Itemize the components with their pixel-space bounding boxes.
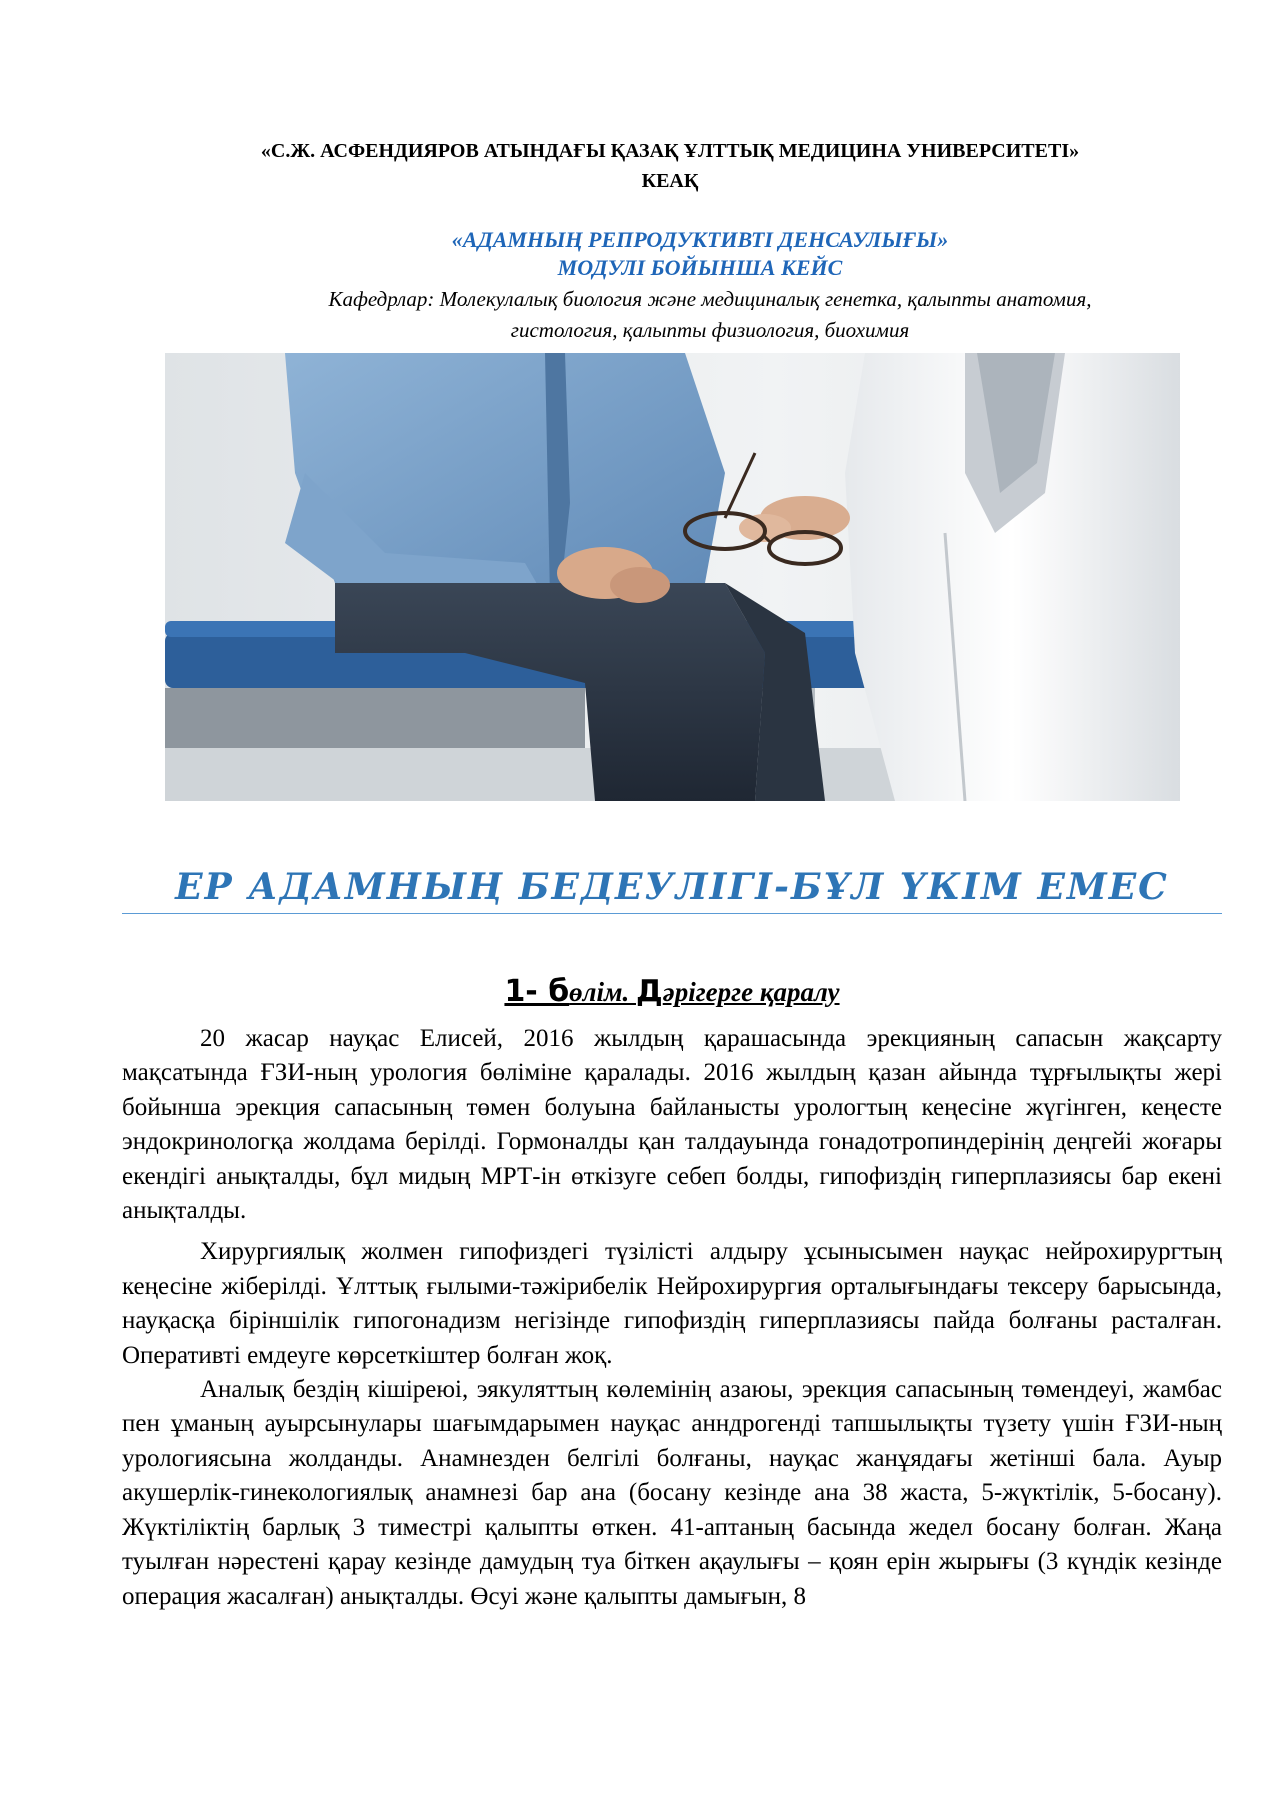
section-heading xyxy=(122,972,1222,1013)
university-name xyxy=(120,136,1220,196)
module-title xyxy=(380,226,1020,282)
departments-line-1: Кафедрлар: Молекулалық биология және медициналық генетка, қалыпты анатомия, xyxy=(328,287,1092,311)
doctor-patient-consultation-photo xyxy=(165,353,1180,801)
university-line-1: «С.Ж. АСФЕНДИЯРОВ АТЫНДАҒЫ ҚАЗАҚ ҰЛТТЫҚ МЕДИЦИНА УНИВЕРСИТЕТІ» xyxy=(260,140,1080,162)
university-line-2: КЕАҚ xyxy=(641,170,699,192)
case-body xyxy=(122,1022,1222,1614)
module-line-1: «АДАМНЫҢ РЕПРОДУКТИВТІ ДЕНСАУЛЫҒЫ» xyxy=(451,227,949,252)
title-underline xyxy=(122,913,1222,914)
paragraph: 20 жасар науқас Елисей, 2016 жылдың қарашасында эрекцияның сапасын жақсарту мақсатында ҒЗИ-ның урология бөліміне қаралады. 2016 жылдың қазан айында тұрғылықты жері бойынша эрекция сапасының төмен болуына байланысты урологтың кеңесіне жүгінген, кеңесте эндокринологқа жолдама берілді. Гормоналды қан талдауында гонадотропиндерінің деңгейі жоғары екендігі анықталды, бұл мидың МРТ-ін өткізуге себеп болды, гипофиздің гиперплазиясы бар екені анықталды. xyxy=(122,1025,1222,1225)
departments xyxy=(220,284,1200,346)
section-name xyxy=(569,974,840,1009)
departments-line-2: гистология, қалыпты физиология, биохимия xyxy=(510,318,910,342)
section-name-part2: әрігерге қаралу xyxy=(662,977,840,1007)
section-number: 1- б xyxy=(504,974,570,1009)
module-line-2: МОДУЛІ БОЙЫНША КЕЙС xyxy=(557,255,843,280)
paragraph: Хирургиялық жолмен гипофиздегі түзілісті алдыру ұсынысымен науқас нейрохирургтың кеңесіне жіберілді. Ұлттық ғылыми-тәжірибелік Нейрохирургия орталығындағы тексеру барысында, науқасқа біріншілік гипогонадизм негізінде гипофиздің гиперплазиясы пайда болғаны расталған. Оперативті емдеуге көрсеткіштер болған жоқ. xyxy=(122,1238,1222,1369)
paragraph: Аналық бездің кішіреюі, эякуляттың көлемінің азаюы, эрекция сапасының төмендеуі, жамбас пен ұманың ауырсынулары шағымдарымен науқас анндрогенді тапшылықты түзету үшін ҒЗИ-ның урологиясына жолданды. Анамнезден белгілі болғаны, науқас жанұядағы жетінші бала. Ауыр акушерлік-гинекологиялық анамнезі бар ана (босану кезінде ана 38 жаста, 5-жүктілік, 5-босану). Жүктіліктің барлық 3 тиместрі қалыпты өткен. 41-аптаның басында жедел босану болған. Жаңа туылған нәрестені қарау кезінде дамудың туа біткен ақаулығы – қоян ерін жырығы (3 күндік кезінде операция жасалған) анықталды. Өсуі және қалыпты дамығын, 8 xyxy=(122,1376,1222,1610)
section-name-part1: өлім. xyxy=(569,977,637,1007)
section-name-cap: Д xyxy=(636,974,663,1009)
case-title: ЕР АДАМНЫҢ БЕДЕУЛІГІ-БҰЛ ҮКІМ ЕМЕС xyxy=(175,866,1169,908)
consultation-photo xyxy=(165,353,1180,801)
